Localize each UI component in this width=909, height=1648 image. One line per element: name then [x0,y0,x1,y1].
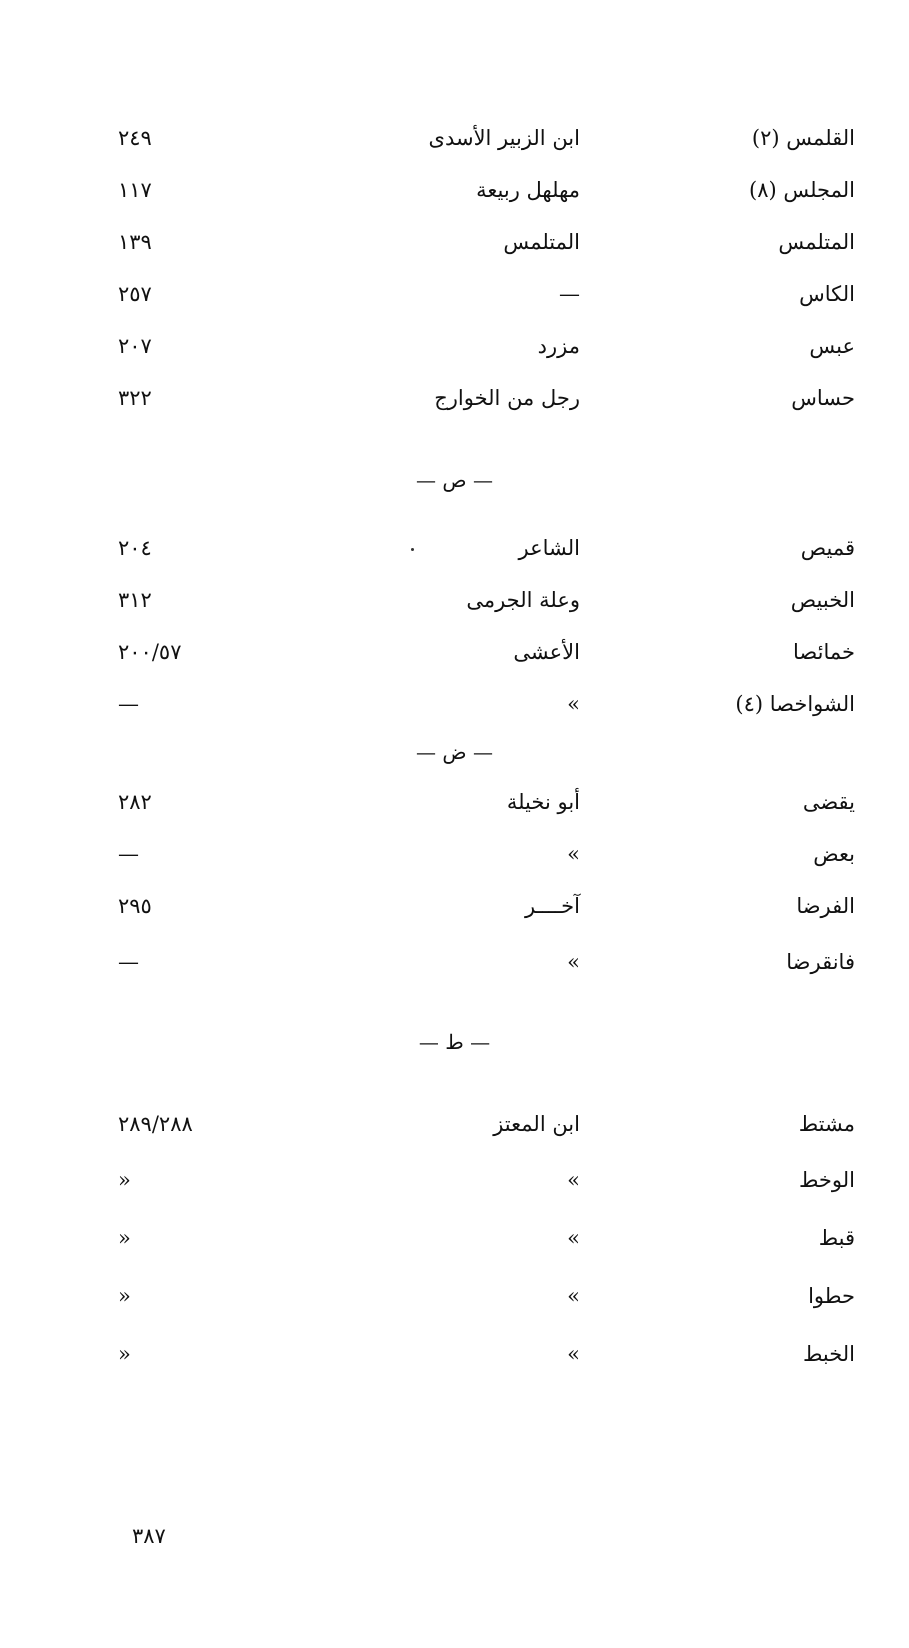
rhyme-word: خمائصا [793,640,855,664]
poet-name: » [567,1342,580,1366]
rhyme-word: حساس [791,386,855,410]
poet-name: المتلمس [503,230,580,254]
rhyme-word: الفرضا [796,894,855,918]
rhyme-word: يقضى [802,790,855,814]
page-number: ٢٠٤ [118,536,152,560]
rhyme-word: فانقرضا [786,950,855,974]
index-row [0,378,909,418]
index-row [0,528,909,568]
index-row [0,1218,909,1258]
index-row [0,274,909,314]
index-row [0,1160,909,1200]
index-row [0,632,909,672]
page-number: ٢٠٠/٥٧ [118,640,182,664]
rhyme-word: حطوا [808,1284,855,1308]
rhyme-word: بعض [813,842,855,866]
poet-name: » [567,692,580,716]
index-row [0,580,909,620]
rhyme-word: الخبط [802,1342,855,1366]
index-row [0,1276,909,1316]
index-row [0,170,909,210]
poet-name: مهلهل ربيعة [476,178,580,202]
poet-name: » [567,1284,580,1308]
index-row [0,684,909,724]
poet-name: مزرد [537,334,580,358]
rhyme-word: قميص [800,536,855,560]
index-row [0,118,909,158]
page-number: ٢٨٩/٢٨٨ [118,1112,193,1136]
poet-name: وعلة الجرمى [466,588,580,612]
page-number: ٢٠٧ [118,334,152,358]
index-row [0,942,909,982]
index-row [0,1334,909,1374]
page-number: ١١٧ [118,178,152,202]
index-row [0,1104,909,1144]
rhyme-word: القلمس (٢) [751,126,855,150]
rhyme-word: عبس [809,334,855,358]
page-number: » [118,1226,131,1250]
index-row [0,886,909,926]
folio-page-number: ٣٨٧ [132,1524,166,1548]
poet-name: » [567,1168,580,1192]
poet-name: آخــــر [524,894,580,918]
poet-name: » [567,950,580,974]
index-row [0,834,909,874]
page-number: ٢٨٢ [118,790,152,814]
index-row [0,326,909,366]
page-number: — [118,692,139,716]
poet-name: » [567,1226,580,1250]
rhyme-word: المجلس (٨) [748,178,855,202]
rhyme-word: قبط [818,1226,855,1250]
rhyme-word: الشواخصا (٤) [735,692,855,716]
section-heading: — ط — [418,1030,491,1054]
poet-name: الشاعر [518,536,580,560]
rhyme-word: الوخط [799,1168,855,1192]
page-number: » [118,1284,131,1308]
rhyme-word: الكاس [799,282,855,306]
index-row [0,782,909,822]
index-row [0,222,909,262]
rhyme-word: المتلمس [778,230,855,254]
page-number: ٢٩٥ [118,894,152,918]
page-number: ٣١٢ [118,588,152,612]
poet-name: ابن المعتز [493,1112,580,1136]
section-heading: — ض — [416,740,493,764]
page-number: » [118,1168,131,1192]
page-number: » [118,1342,131,1366]
page-number: — [118,950,139,974]
page-number: ٣٢٢ [118,386,152,410]
poet-name: الأعشى [513,640,580,664]
page-number: ٢٥٧ [118,282,152,306]
rhyme-word: مشتط [798,1112,855,1136]
poet-name: — [559,282,580,306]
poet-name: ابن الزبير الأسدى [428,126,580,150]
page-number: ١٣٩ [118,230,152,254]
page-number: ٢٤٩ [118,126,152,150]
poet-name: » [567,842,580,866]
poet-name: أبو نخيلة [506,790,580,814]
rhyme-word: الخبيص [790,588,855,612]
section-heading: — ص — [416,468,493,492]
poet-name: رجل من الخوارج [434,386,580,410]
page-number: — [118,842,139,866]
